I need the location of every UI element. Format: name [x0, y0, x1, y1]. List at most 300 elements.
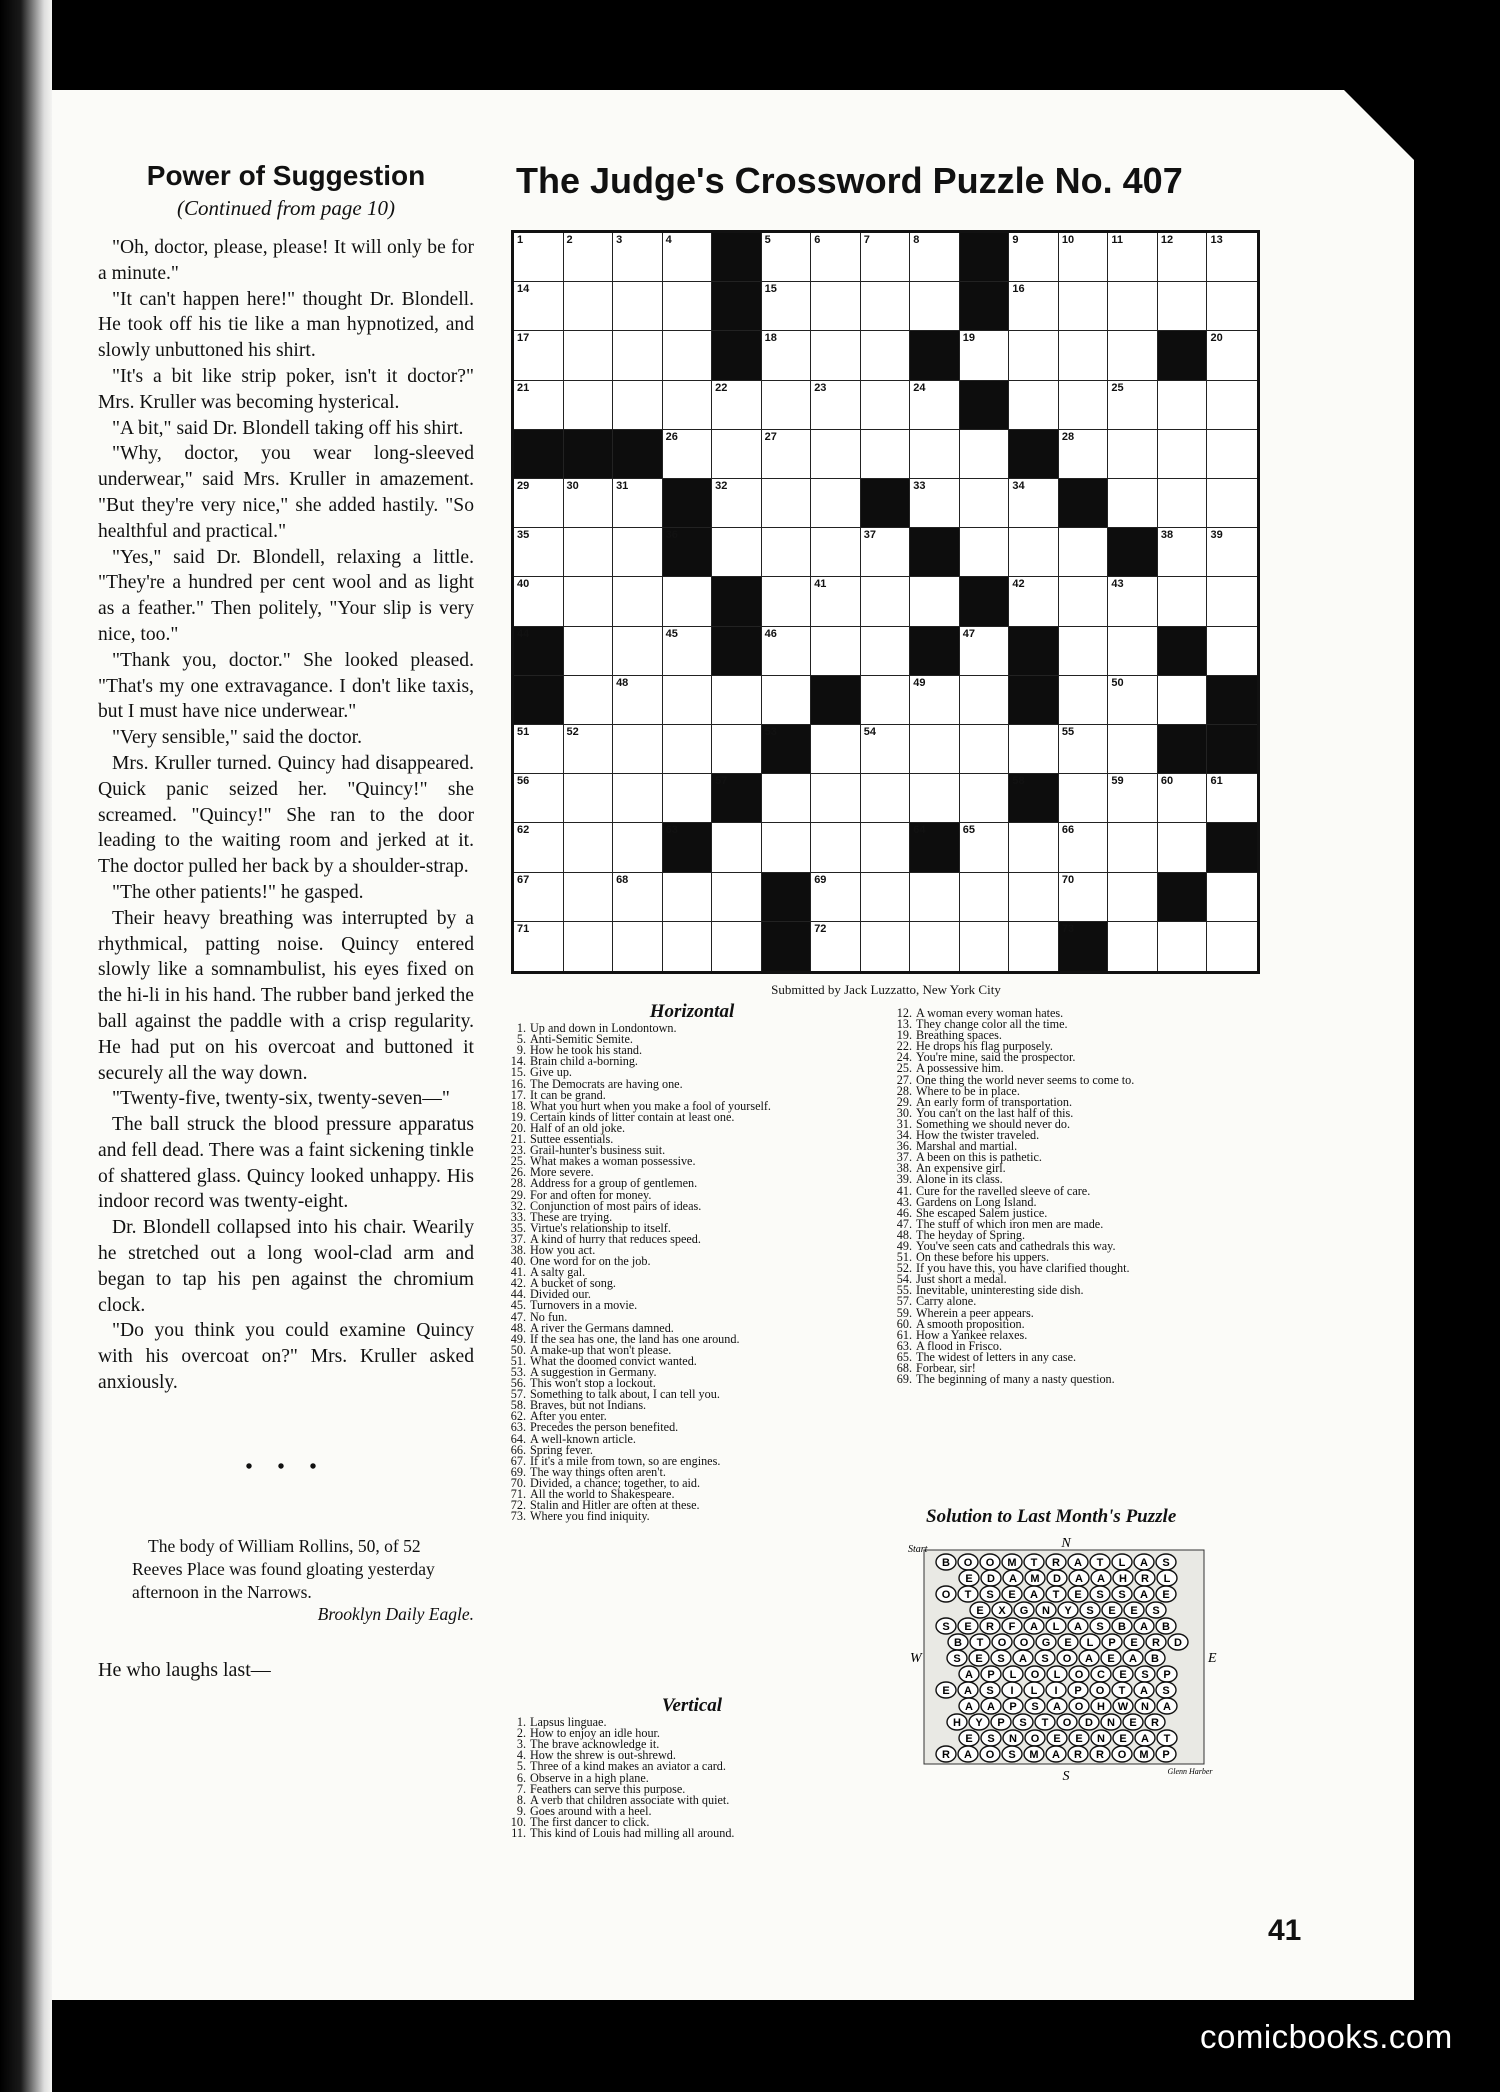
- grid-cell[interactable]: [1207, 873, 1257, 922]
- cell-number: 60: [1160, 775, 1174, 788]
- clue-text: An early form of transportation.: [916, 1094, 1073, 1109]
- grid-cell[interactable]: [861, 823, 911, 872]
- grid-cell[interactable]: [1059, 381, 1109, 430]
- grid-cell[interactable]: [663, 725, 713, 774]
- grid-cell[interactable]: [960, 627, 1010, 676]
- grid-cell[interactable]: [514, 577, 564, 626]
- puzzle-credit: Submitted by Jack Luzzatto, New York City: [771, 982, 1001, 997]
- grid-cell[interactable]: [1009, 381, 1059, 430]
- solution-letter: D: [987, 1573, 995, 1585]
- grid-cell[interactable]: [811, 725, 861, 774]
- grid-cell[interactable]: [564, 823, 614, 872]
- grid-block: [712, 282, 762, 331]
- grid-cell[interactable]: [910, 233, 960, 282]
- story-paragraph: "Why, doctor, you wear long-sleeved underwear," said Mrs. Kruller in amazement. "But they're very nice," she added hastily. "So healthful and practical.": [98, 443, 474, 542]
- solution-letter: S: [1118, 1589, 1126, 1601]
- solution-letter: A: [1009, 1573, 1017, 1585]
- grid-cell[interactable]: [663, 331, 713, 380]
- grid-cell[interactable]: [811, 479, 861, 528]
- grid-cell[interactable]: [811, 430, 861, 479]
- grid-cell[interactable]: [1158, 922, 1208, 971]
- grid-cell[interactable]: [663, 873, 713, 922]
- grid-cell[interactable]: [1207, 528, 1257, 577]
- cell-number: 14: [517, 283, 530, 296]
- grid-cell[interactable]: [1009, 282, 1059, 331]
- grid-cell[interactable]: [514, 233, 564, 282]
- solution-letter: E: [1075, 1733, 1083, 1745]
- grid-block: [712, 331, 762, 380]
- grid-cell[interactable]: [1108, 479, 1158, 528]
- grid-cell[interactable]: [1059, 823, 1109, 872]
- grid-cell[interactable]: [564, 774, 614, 823]
- grid-cell[interactable]: [564, 528, 614, 577]
- clue-text: Alone in its class.: [916, 1172, 1003, 1187]
- grid-cell[interactable]: [762, 528, 812, 577]
- clue-number: 7.: [516, 1781, 526, 1796]
- grid-cell[interactable]: [861, 233, 911, 282]
- grid-cell[interactable]: [1009, 233, 1059, 282]
- grid-cell[interactable]: [613, 774, 663, 823]
- grid-cell[interactable]: [564, 577, 614, 626]
- cell-number: 47: [962, 627, 976, 640]
- grid-cell[interactable]: [861, 627, 911, 676]
- grid-cell[interactable]: [712, 873, 762, 922]
- folded-corner: [1344, 90, 1414, 160]
- clue-text: This won't stop a lockout.: [530, 1376, 656, 1391]
- grid-cell[interactable]: [1207, 331, 1257, 380]
- solution-letter: L: [1118, 1557, 1126, 1569]
- grid-cell[interactable]: [1108, 627, 1158, 676]
- grid-cell[interactable]: [613, 676, 663, 725]
- grid-cell[interactable]: [564, 479, 614, 528]
- grid-block: [910, 627, 960, 676]
- grid-cell[interactable]: [1207, 282, 1257, 331]
- solution-letter: S: [1162, 1685, 1170, 1697]
- grid-cell[interactable]: [663, 233, 713, 282]
- clue-number: 64.: [510, 1431, 526, 1446]
- grid-cell[interactable]: [1158, 823, 1208, 872]
- grid-cell[interactable]: [762, 676, 812, 725]
- grid-cell[interactable]: [762, 479, 812, 528]
- solution-letter: D: [1053, 1573, 1061, 1585]
- cell-number: 44: [517, 627, 530, 640]
- grid-cell[interactable]: [960, 774, 1010, 823]
- clue-text: A make-up that won't please.: [530, 1342, 672, 1357]
- grid-block: [663, 823, 713, 872]
- grid-cell[interactable]: [762, 282, 812, 331]
- grid-cell[interactable]: [811, 577, 861, 626]
- grid-cell[interactable]: [1009, 577, 1059, 626]
- grid-cell[interactable]: [960, 479, 1010, 528]
- story-paragraph: "Do you think you could examine Quincy with his overcoat on?" Mrs. Kruller asked anxiously.: [98, 1320, 474, 1394]
- grid-block: [910, 823, 960, 872]
- grid-cell[interactable]: [663, 577, 713, 626]
- grid-cell[interactable]: [910, 873, 960, 922]
- grid-cell[interactable]: [663, 381, 713, 430]
- grid-cell[interactable]: [564, 627, 614, 676]
- grid-cell[interactable]: [1108, 331, 1158, 380]
- grid-cell[interactable]: [613, 922, 663, 971]
- clue-number: 52.: [896, 1261, 912, 1276]
- clue-text: A smooth proposition.: [916, 1316, 1025, 1331]
- solution-letter: L: [1086, 1637, 1094, 1649]
- grid-cell[interactable]: [1158, 528, 1208, 577]
- grid-cell[interactable]: [564, 922, 614, 971]
- grid-cell[interactable]: [1158, 676, 1208, 725]
- grid-cell[interactable]: [514, 774, 564, 823]
- grid-cell[interactable]: [811, 873, 861, 922]
- grid-cell[interactable]: [1009, 823, 1059, 872]
- cell-number: 45: [665, 627, 678, 640]
- grid-cell[interactable]: [762, 823, 812, 872]
- solution-label-south: S: [1062, 1769, 1070, 1784]
- solution-letter: E: [1130, 1605, 1138, 1617]
- solution-label-east: E: [1208, 1651, 1217, 1666]
- clue-text: Anti-Semitic Semite.: [530, 1032, 633, 1047]
- story-paragraph: "Yes," said Dr. Blondell, relaxing a little. "They're a hundred per cent wool and as light as a feather." Then politely, "Your slip is very nice, too.": [98, 546, 474, 645]
- grid-cell[interactable]: [613, 627, 663, 676]
- cell-number: 36: [665, 529, 678, 542]
- grid-cell[interactable]: [1108, 676, 1158, 725]
- story-paragraph: "A bit," said Dr. Blondell taking off his shirt.: [112, 417, 464, 439]
- solution-letter: A: [1163, 1701, 1171, 1713]
- clue-text: Precedes the person benefited.: [530, 1420, 679, 1435]
- clue-text: Divided, a chance; together, to aid.: [530, 1475, 701, 1490]
- grid-cell[interactable]: [1009, 725, 1059, 774]
- grid-cell[interactable]: [1059, 676, 1109, 725]
- grid-cell[interactable]: [613, 233, 663, 282]
- grid-cell[interactable]: [1207, 627, 1257, 676]
- grid-cell[interactable]: [663, 774, 713, 823]
- grid-cell[interactable]: [1059, 725, 1109, 774]
- grid-cell[interactable]: [910, 479, 960, 528]
- solution-letter: C: [1097, 1669, 1105, 1681]
- grid-cell[interactable]: [861, 381, 911, 430]
- grid-cell[interactable]: [613, 725, 663, 774]
- grid-cell[interactable]: [564, 331, 614, 380]
- grid-cell[interactable]: [910, 676, 960, 725]
- grid-cell[interactable]: [811, 233, 861, 282]
- grid-cell[interactable]: [712, 823, 762, 872]
- grid-cell[interactable]: [1059, 282, 1109, 331]
- solution-letter: E: [1008, 1589, 1016, 1601]
- solution-letter: S: [1096, 1621, 1104, 1633]
- grid-cell[interactable]: [1158, 479, 1208, 528]
- grid-cell[interactable]: [1207, 381, 1257, 430]
- solution-letter: A: [1074, 1621, 1082, 1633]
- grid-cell[interactable]: [811, 331, 861, 380]
- grid-block: [1009, 627, 1059, 676]
- clue-number: 38.: [510, 1242, 526, 1257]
- grid-cell[interactable]: [1108, 725, 1158, 774]
- grid-cell[interactable]: [1108, 430, 1158, 479]
- grid-cell[interactable]: [960, 430, 1010, 479]
- cell-number: 33: [913, 480, 926, 492]
- clue-text: Something we should never do.: [916, 1116, 1071, 1131]
- grid-cell[interactable]: [1059, 331, 1109, 380]
- grid-cell[interactable]: [514, 823, 564, 872]
- grid-cell[interactable]: [514, 873, 564, 922]
- grid-cell[interactable]: [811, 528, 861, 577]
- grid-cell[interactable]: [712, 725, 762, 774]
- grid-cell[interactable]: [1009, 479, 1059, 528]
- solution-letter: A: [1019, 1653, 1027, 1665]
- grid-cell[interactable]: [514, 331, 564, 380]
- clue-text: What the doomed convict wanted.: [530, 1353, 697, 1368]
- grid-cell[interactable]: [762, 233, 812, 282]
- solution-letter: N: [1097, 1733, 1105, 1745]
- grid-cell[interactable]: [910, 430, 960, 479]
- grid-cell[interactable]: [861, 873, 911, 922]
- cell-number: 41: [814, 578, 827, 591]
- clue-text: Something to talk about, I can tell you.: [530, 1387, 720, 1402]
- grid-cell[interactable]: [564, 282, 614, 331]
- grid-cell[interactable]: [861, 430, 911, 479]
- grid-cell[interactable]: [564, 233, 614, 282]
- clue-number: 62.: [510, 1409, 526, 1424]
- cell-number: 48: [616, 676, 629, 689]
- solution-letter: S: [1152, 1605, 1160, 1617]
- solution-letter: B: [942, 1557, 950, 1569]
- grid-cell[interactable]: [1108, 282, 1158, 331]
- grid-cell[interactable]: [712, 922, 762, 971]
- grid-cell[interactable]: [514, 381, 564, 430]
- grid-cell[interactable]: [1158, 233, 1208, 282]
- grid-cell[interactable]: [1207, 233, 1257, 282]
- grid-cell[interactable]: [1108, 922, 1158, 971]
- solution-letter: A: [964, 1685, 972, 1697]
- grid-block: [1059, 479, 1109, 528]
- grid-cell[interactable]: [1207, 577, 1257, 626]
- solution-letter: E: [1130, 1637, 1138, 1649]
- grid-cell[interactable]: [1059, 774, 1109, 823]
- clue-number: 71.: [510, 1487, 526, 1502]
- grid-cell[interactable]: [712, 528, 762, 577]
- clue-number: 37.: [510, 1231, 526, 1246]
- grid-cell[interactable]: [1158, 381, 1208, 430]
- solution-letter: B: [954, 1637, 962, 1649]
- grid-cell[interactable]: [960, 823, 1010, 872]
- clue-number: 29.: [510, 1187, 526, 1202]
- grid-cell[interactable]: [663, 922, 713, 971]
- clue-number: 31.: [896, 1116, 912, 1131]
- grid-cell[interactable]: [1108, 577, 1158, 626]
- clue-text: Marshal and martial.: [916, 1139, 1018, 1154]
- grid-cell[interactable]: [564, 381, 614, 430]
- grid-cell[interactable]: [762, 774, 812, 823]
- grid-cell[interactable]: [1108, 823, 1158, 872]
- grid-cell[interactable]: [712, 381, 762, 430]
- grid-cell[interactable]: [1158, 282, 1208, 331]
- grid-cell[interactable]: [712, 479, 762, 528]
- grid-cell[interactable]: [663, 282, 713, 331]
- grid-cell[interactable]: [1009, 331, 1059, 380]
- vertical-clues-part1: [506, 1695, 878, 1841]
- clue-number: 46.: [896, 1205, 912, 1220]
- grid-cell[interactable]: [514, 479, 564, 528]
- cell-number: 7: [863, 234, 870, 246]
- grid-cell[interactable]: [613, 479, 663, 528]
- cell-number: 1: [517, 234, 524, 246]
- grid-cell[interactable]: [514, 725, 564, 774]
- grid-cell[interactable]: [960, 331, 1010, 380]
- grid-cell[interactable]: [910, 725, 960, 774]
- grid-block: [762, 922, 812, 971]
- grid-cell[interactable]: [910, 922, 960, 971]
- grid-cell[interactable]: [1059, 528, 1109, 577]
- solution-letter: A: [965, 1701, 973, 1713]
- clue-number: 49.: [510, 1331, 526, 1346]
- grid-cell[interactable]: [1207, 774, 1257, 823]
- grid-cell[interactable]: [861, 528, 911, 577]
- cell-number: 13: [1210, 234, 1223, 246]
- grid-cell[interactable]: [613, 873, 663, 922]
- clue-number: 69.: [510, 1464, 526, 1479]
- grid-cell[interactable]: [1059, 627, 1109, 676]
- grid-cell[interactable]: [613, 282, 663, 331]
- grid-cell[interactable]: [811, 627, 861, 676]
- solution-letter: S: [1086, 1605, 1094, 1617]
- clue-number: 47.: [510, 1309, 526, 1324]
- grid-cell[interactable]: [1108, 774, 1158, 823]
- grid-cell[interactable]: [663, 430, 713, 479]
- grid-cell[interactable]: [762, 577, 812, 626]
- clue-text: You're mine, said the prospector.: [916, 1050, 1076, 1065]
- grid-cell[interactable]: [613, 823, 663, 872]
- grid-cell[interactable]: [663, 627, 713, 676]
- cell-number: 27: [764, 430, 777, 443]
- clue-text: Braves, but not Indians.: [530, 1398, 647, 1413]
- grid-cell[interactable]: [1158, 774, 1208, 823]
- cell-number: 68: [616, 873, 629, 886]
- cell-number: 25: [1111, 381, 1124, 394]
- grid-cell[interactable]: [1108, 381, 1158, 430]
- clue: [506, 1511, 878, 1522]
- grid-cell[interactable]: [1207, 922, 1257, 971]
- clue-number: 26.: [510, 1165, 526, 1180]
- solution-letter: S: [986, 1589, 994, 1601]
- grid-cell[interactable]: [1207, 430, 1257, 479]
- grid-cell[interactable]: [811, 381, 861, 430]
- grid-cell[interactable]: [861, 676, 911, 725]
- clue-number: 36.: [896, 1139, 912, 1154]
- solution-letter: O: [985, 1749, 995, 1761]
- clue-text: After you enter.: [530, 1409, 607, 1424]
- cell-number: 61: [1210, 775, 1223, 788]
- grid-cell[interactable]: [811, 922, 861, 971]
- clue-number: 60.: [896, 1316, 912, 1331]
- grid-cell[interactable]: [663, 676, 713, 725]
- grid-cell[interactable]: [861, 577, 911, 626]
- cell-number: 72: [814, 922, 827, 935]
- grid-cell[interactable]: [960, 676, 1010, 725]
- clue-number: 5.: [516, 1032, 526, 1047]
- grid-block: [514, 676, 564, 725]
- grid-cell[interactable]: [910, 577, 960, 626]
- grid-cell[interactable]: [514, 528, 564, 577]
- grid-cell[interactable]: [1059, 577, 1109, 626]
- grid-cell[interactable]: [861, 922, 911, 971]
- grid-cell[interactable]: [762, 627, 812, 676]
- grid-cell[interactable]: [861, 331, 911, 380]
- grid-cell[interactable]: [910, 282, 960, 331]
- grid-cell[interactable]: [1059, 233, 1109, 282]
- grid-cell[interactable]: [1009, 922, 1059, 971]
- grid-cell[interactable]: [960, 873, 1010, 922]
- grid-cell[interactable]: [564, 725, 614, 774]
- grid-cell[interactable]: [811, 823, 861, 872]
- solution-letter: R: [1152, 1637, 1160, 1649]
- grid-cell[interactable]: [613, 331, 663, 380]
- clue-number: 8.: [516, 1792, 526, 1807]
- clue-number: 38.: [896, 1161, 912, 1176]
- grid-cell[interactable]: [564, 873, 614, 922]
- grid-cell[interactable]: [960, 725, 1010, 774]
- clue-text: Cure for the ravelled sleeve of care.: [916, 1183, 1091, 1198]
- grid-cell[interactable]: [613, 528, 663, 577]
- grid-cell[interactable]: [861, 725, 911, 774]
- grid-cell[interactable]: [762, 381, 812, 430]
- grid-cell[interactable]: [861, 774, 911, 823]
- grid-cell[interactable]: [1158, 577, 1208, 626]
- clue-number: 32.: [510, 1198, 526, 1213]
- grid-cell[interactable]: [1207, 479, 1257, 528]
- clue-number: 23.: [510, 1143, 526, 1158]
- grid-cell[interactable]: [1059, 430, 1109, 479]
- clue-number: 30.: [896, 1105, 912, 1120]
- grid-cell[interactable]: [1009, 528, 1059, 577]
- grid-cell[interactable]: [861, 282, 911, 331]
- solution-letter: T: [1118, 1685, 1126, 1697]
- clue-text: Feathers can serve this purpose.: [530, 1781, 686, 1796]
- grid-cell[interactable]: [514, 922, 564, 971]
- solution-letter: S: [1031, 1701, 1039, 1713]
- grid-cell[interactable]: [910, 774, 960, 823]
- grid-block: [514, 627, 564, 676]
- grid-cell[interactable]: [910, 381, 960, 430]
- grid-cell[interactable]: [564, 676, 614, 725]
- solution-letter: E: [965, 1733, 973, 1745]
- story-paragraph: "Oh, doctor, please, please! It will only be for a minute.": [98, 237, 474, 284]
- grid-cell[interactable]: [762, 430, 812, 479]
- grid-block: [1009, 676, 1059, 725]
- grid-cell[interactable]: [1158, 430, 1208, 479]
- grid-cell[interactable]: [1059, 873, 1109, 922]
- cell-number: 32: [715, 480, 728, 492]
- clue-number: 24.: [896, 1050, 912, 1065]
- grid-cell[interactable]: [1108, 233, 1158, 282]
- cell-number: 26: [665, 430, 678, 443]
- clue-text: Turnovers in a movie.: [530, 1298, 638, 1313]
- grid-cell[interactable]: [514, 282, 564, 331]
- grid-cell[interactable]: [1009, 873, 1059, 922]
- cell-number: 62: [517, 824, 530, 837]
- solution-letter: O: [1095, 1685, 1105, 1697]
- grid-cell[interactable]: [811, 282, 861, 331]
- grid-cell[interactable]: [960, 528, 1010, 577]
- grid-cell[interactable]: [712, 676, 762, 725]
- grid-cell[interactable]: [762, 331, 812, 380]
- solution-letter: H: [1119, 1573, 1127, 1585]
- grid-cell[interactable]: [811, 774, 861, 823]
- grid-cell[interactable]: [613, 381, 663, 430]
- grid-cell[interactable]: [1108, 873, 1158, 922]
- solution-letter: A: [1097, 1573, 1105, 1585]
- solution-label-start: Start: [908, 1544, 928, 1555]
- grid-cell[interactable]: [613, 577, 663, 626]
- grid-cell[interactable]: [712, 430, 762, 479]
- grid-cell[interactable]: [960, 922, 1010, 971]
